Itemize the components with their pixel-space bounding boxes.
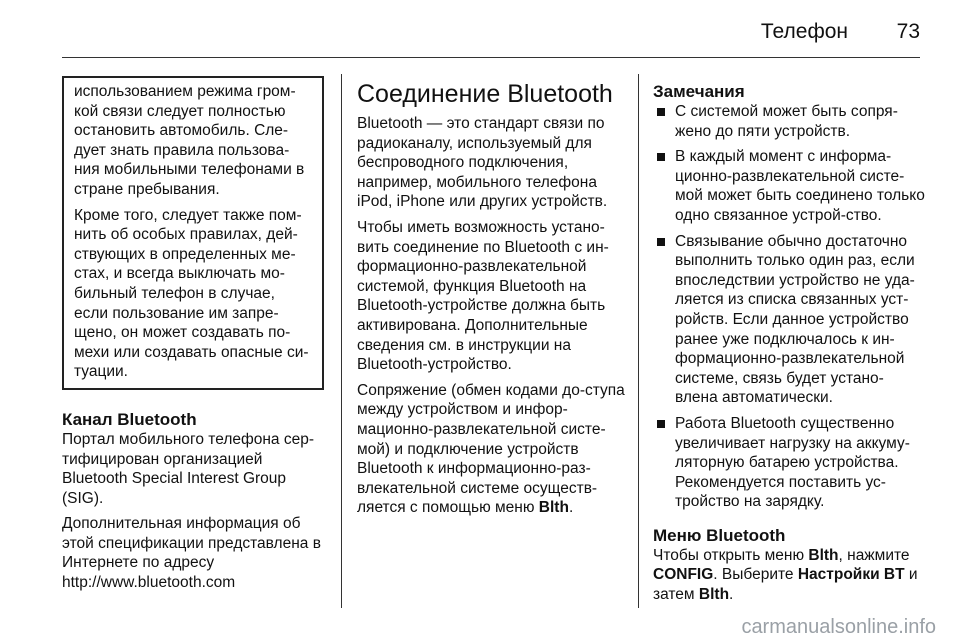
page-header: [62, 16, 920, 54]
menu-name-blth: Blth: [808, 546, 839, 564]
list-item: [653, 232, 925, 408]
middle-column: [357, 76, 625, 524]
menu-paragraph: [653, 546, 925, 605]
menu-text-3: . Выберите: [713, 566, 798, 584]
menu-text-5: .: [729, 586, 734, 604]
section-title-bluetooth-menu: Меню Bluetooth: [653, 525, 786, 545]
header-rule: [62, 57, 920, 58]
section-title-bluetooth-connection: Соединение Bluetooth: [357, 80, 613, 108]
connection-paragraph-1: Bluetooth — это стандарт связи по радиоканалу, используемый для беспроводного подключения, например, мобильного телефона iPod, iPhone или других устройств.: [357, 115, 608, 211]
warning-paragraph-1: использованием режима гром-кой связи следует полностью остановить автомобиль. Сле-дует знать правила пользова-ния мобильными телефонами в стране пребывания.: [74, 83, 305, 198]
list-item-text: В каждый момент с информа-ционно-развлекательной систе-мой может быть соединено только одно связанное устрой-ство.: [675, 148, 925, 224]
page-number: 73: [896, 20, 920, 43]
menu-text-1: Чтобы открыть меню: [653, 546, 809, 564]
bluetooth-channel-section: [62, 410, 324, 593]
column-divider-2: [638, 74, 639, 608]
bullet-square-icon: [657, 153, 665, 161]
bullet-square-icon: [657, 238, 665, 246]
menu-name-blth: Blth: [538, 499, 569, 517]
connection-paragraph-2: Чтобы иметь возможность устано-вить соединение по Bluetooth с ин-формационно-развлекательной системой, функция Bluetooth на Bluetooth-устройстве должна быть активирована. Дополнительные сведения см. в инструкции на Bluetooth-устройство.: [357, 218, 609, 374]
list-item-text: Работа Bluetooth существенно увеличивает нагрузку на аккуму-ляторную батарею устройства. Рекомендуется поставить ус-тройство на зарядку.: [675, 414, 910, 511]
watermark: carmanualsonline.info: [741, 616, 936, 638]
page-title: Телефон: [760, 20, 848, 43]
left-column: [62, 76, 324, 599]
notes-list: [653, 102, 925, 512]
warning-paragraph-2: Кроме того, следует также пом-нить об особых правилах, дей-ствующих в определенных ме-стах, и всегда выключать мо-бильный телефон в случае, если пользование им запре-щено, он может создавать по-мехи или создавать опасные си-туации.: [74, 206, 309, 381]
channel-paragraph-1: Портал мобильного телефона сер-тифицирован организацией Bluetooth Special Interest Group (SIG).: [62, 430, 314, 507]
connection-paragraph-3: [357, 381, 625, 518]
menu-text-2: , нажмите: [838, 546, 910, 564]
warning-box: [62, 76, 324, 390]
list-item: [653, 414, 925, 512]
right-column: [653, 76, 925, 611]
menu-text-4: и затем: [653, 566, 918, 604]
channel-paragraph-2: Дополнительная информация об этой спецификации представлена в Интернете по адресу http://www.bluetooth.com: [62, 515, 321, 592]
menu-name-bt-settings: Настройки BT: [797, 566, 905, 584]
connection-paragraph-3-text: Сопряжение (обмен кодами до-ступа между устройством и инфор-мационно-развлекательной систе-мой) и подключение устройств Bluetooth к информационно-раз-влекательной системе осуществ-ляется с помощью меню: [357, 381, 625, 517]
connection-paragraph-3-end: .: [568, 499, 574, 517]
list-item-text: Связывание обычно достаточно выполнить только один раз, если впоследствии устройство не уда-ляется из списка связанных уст-ройств. Если данное устройство ранее уже подключалось к ин-формационно-развлекательной системе, связь будет устано-влена автоматически.: [675, 232, 915, 407]
list-item: [653, 102, 925, 141]
bullet-square-icon: [657, 108, 665, 116]
menu-name-blth-2: Blth: [698, 586, 730, 604]
section-title-bluetooth-channel: Канал Bluetooth: [62, 409, 197, 429]
list-item: [653, 147, 925, 225]
bullet-square-icon: [657, 420, 665, 428]
button-name-config: CONFIG: [653, 566, 714, 584]
bluetooth-menu-section: [653, 526, 925, 605]
column-divider-1: [341, 74, 342, 608]
list-item-text: С системой может быть сопря-жено до пяти устройств.: [675, 103, 898, 140]
section-title-notes: Замечания: [653, 82, 745, 101]
